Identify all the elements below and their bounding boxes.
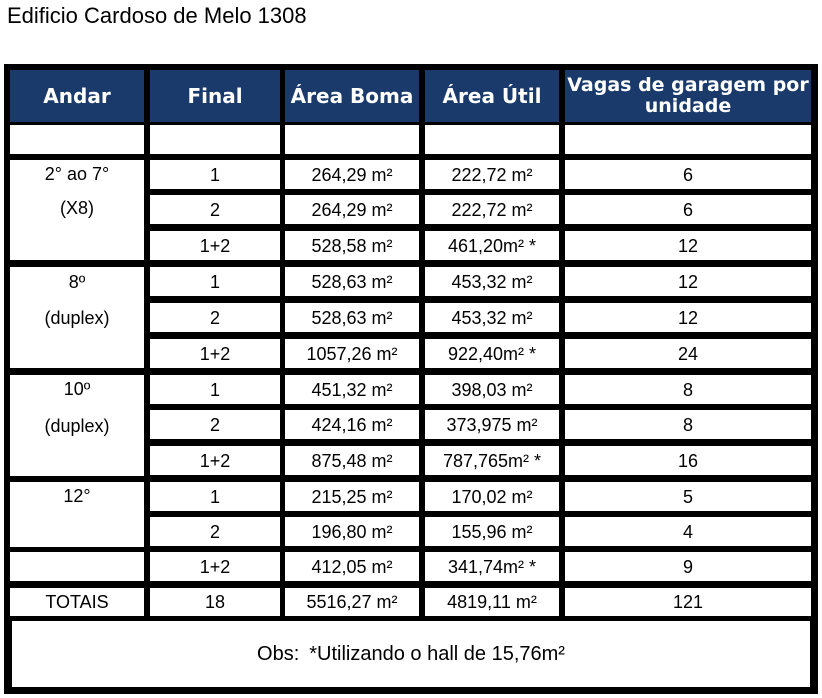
andar-group-cell [10,375,144,476]
andar-group-cell [10,160,144,260]
cell-area-boma: 528,63 m² [285,303,419,332]
obs-label: Obs: [257,642,300,665]
blank-cell [10,125,144,154]
cell-final: 1+2 [150,339,280,368]
cell-area-boma: 1057,26 m² [285,339,419,368]
cell-area-util: 922,40m² * [425,339,559,368]
andar-group-cell [10,267,144,368]
blank-cell [565,125,811,154]
cell-final: 2 [150,517,280,546]
cell-final: 2 [150,303,280,332]
cell-area-util: 453,32 m² [425,267,559,296]
obs-note [12,621,810,687]
totals-area-util: 4819,11 m² [425,588,559,616]
andar-label: 10º [63,379,91,399]
andar-group-cell [10,482,144,547]
totals-area-boma: 5516,27 m² [285,588,419,616]
andar-group-cell [10,552,144,581]
cell-vagas: 6 [565,160,811,189]
header-final: Final [150,70,280,122]
cell-vagas: 4 [565,517,811,546]
cell-vagas: 6 [565,195,811,224]
blank-cell [285,125,419,154]
cell-final: 1+2 [150,446,280,475]
obs-text: *Utilizando o hall de 15,76m² [309,642,565,665]
andar-sublabel: (X8) [59,198,94,218]
cell-vagas: 24 [565,339,811,368]
cell-area-util: 341,74m² * [425,552,559,581]
cell-area-boma: 264,29 m² [285,160,419,189]
cell-area-util: 787,765m² * [425,446,559,475]
cell-final: 2 [150,195,280,224]
totals-label: TOTAIS [10,588,144,616]
andar-label: 12° [63,486,91,506]
cell-area-boma: 528,58 m² [285,231,419,260]
cell-vagas: 12 [565,231,811,260]
cell-area-boma: 875,48 m² [285,446,419,475]
data-table [4,64,818,694]
cell-final: 1 [150,375,280,404]
header-vagas: Vagas de garagem por unidade [565,70,811,122]
cell-area-boma: 424,16 m² [285,410,419,439]
cell-vagas: 16 [565,446,811,475]
andar-label: 8º [68,272,86,292]
cell-area-boma: 196,80 m² [285,517,419,546]
header-area-boma: Área Boma [285,70,419,122]
cell-area-boma: 412,05 m² [285,552,419,581]
cell-area-util: 373,975 m² [425,410,559,439]
cell-final: 1 [150,482,280,511]
cell-vagas: 5 [565,482,811,511]
cell-area-boma: 451,32 m² [285,375,419,404]
cell-area-util: 222,72 m² [425,195,559,224]
cell-area-util: 155,96 m² [425,517,559,546]
cell-area-util: 170,02 m² [425,482,559,511]
cell-final: 1 [150,267,280,296]
cell-area-util: 398,03 m² [425,375,559,404]
blank-cell [425,125,559,154]
cell-vagas: 9 [565,552,811,581]
cell-area-boma: 264,29 m² [285,195,419,224]
cell-area-util: 222,72 m² [425,160,559,189]
cell-final: 1+2 [150,552,280,581]
header-andar: Andar [10,70,144,122]
cell-area-util: 453,32 m² [425,303,559,332]
totals-vagas: 121 [565,588,811,616]
cell-area-util: 461,20m² * [425,231,559,260]
cell-vagas: 8 [565,375,811,404]
andar-sublabel: (duplex) [44,416,110,436]
cell-area-boma: 528,63 m² [285,267,419,296]
document-title: Edificio Cardoso de Melo 1308 [7,3,307,28]
header-area-util: Área Útil [425,70,559,122]
cell-vagas: 12 [565,303,811,332]
cell-final: 2 [150,410,280,439]
cell-vagas: 8 [565,410,811,439]
cell-final: 1 [150,160,280,189]
cell-vagas: 12 [565,267,811,296]
cell-area-boma: 215,25 m² [285,482,419,511]
andar-label: 2° ao 7° [44,164,110,184]
cell-final: 1+2 [150,231,280,260]
blank-cell [150,125,280,154]
totals-final: 18 [150,588,280,616]
andar-sublabel: (duplex) [44,308,110,328]
